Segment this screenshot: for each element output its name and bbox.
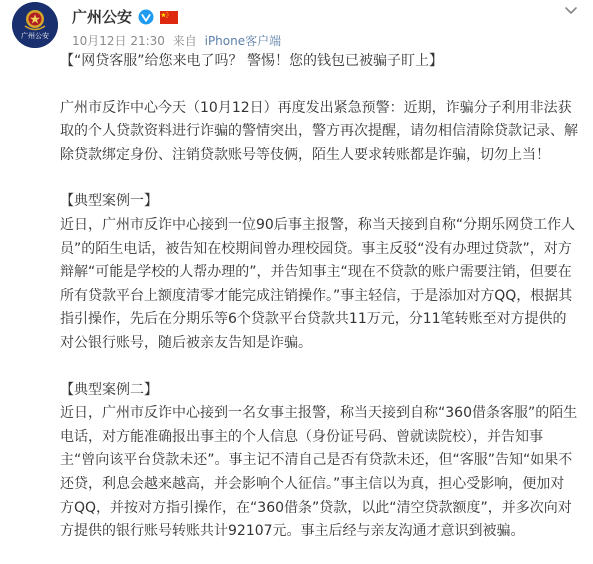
police-badge-icon xyxy=(12,2,58,48)
avatar-text: 广州公安 xyxy=(21,32,49,40)
user-line xyxy=(72,6,178,28)
paragraph-gap xyxy=(60,356,578,379)
post-title: 【“网贷客服”给您来电了吗？ 警惕！您的钱包已被骗子盯上】 xyxy=(60,53,443,69)
post-meta xyxy=(72,33,285,49)
username[interactable]: 广州公安 xyxy=(72,8,133,26)
paragraph-gap xyxy=(60,167,578,190)
post-content xyxy=(60,50,578,544)
source-prefix: 来自 xyxy=(172,34,197,48)
case-body: 近日，广州市反诈中心接到一名女事主报警，称当天接到自称“360借条客服”的陌生电话，对方能准确报出事主的个人信息（身份证号码、曾就读院校），并告知事主“曾向该平台贷款未还”。事主记不清自己是否有贷款未还，但“客服”告知“如果不还贷，利息会越来越高，并会影响个人征信。”事主信以为真，担心受影响，便加对方QQ，并按对方指引操作，在“360借条”贷款，以此“清空贷款额度”，并多次向对方提供的银行账号转账共计92107元。事主后经与亲友沟通才意识到被骗。 xyxy=(60,405,578,540)
source-client[interactable]: iPhone客户端 xyxy=(204,34,282,48)
case-body: 近日，广州市反诈中心接到一位90后事主报警，称当天接到自称“分期乐网贷工作人员”的陌生电话，被告知在校期间曾办理校园贷。事主反驳“没有办理过贷款”，对方辩解“可能是学校的人帮办理的”，并告知事主“现在不贷款的账户需要注销，但要在所有贷款平台上额度清零才能完成注销操作。”事主轻信，于是添加对方QQ，根据其指引操作，先后在分期乐等6个贷款平台贷款共11万元，分11笔转账至对方提供的对公银行账号，随后被亲友告知是诈骗。 xyxy=(60,216,576,351)
verified-badge-icon xyxy=(138,9,154,25)
case-label: 【典型案例二】 xyxy=(60,381,158,398)
post-header xyxy=(0,0,593,56)
case-label: 【典型案例一】 xyxy=(60,193,158,210)
chevron-down-icon[interactable] xyxy=(563,4,579,16)
post-timestamp[interactable]: 10月12日 21:30 xyxy=(72,34,165,48)
china-flag-icon xyxy=(160,11,178,24)
avatar[interactable] xyxy=(12,2,58,48)
intro-paragraph: 广州市反诈中心今天（10月12日）再度发出紧急预警：近期，诈骗分子利用非法获取的个人贷款资料进行诈骗的警情突出，警方再次提醒，请勿相信清除贷款记录、解除贷款绑定身份、注销贷款账号等伎俩，陌生人要求转账都是诈骗，切勿上当！ xyxy=(60,99,578,163)
